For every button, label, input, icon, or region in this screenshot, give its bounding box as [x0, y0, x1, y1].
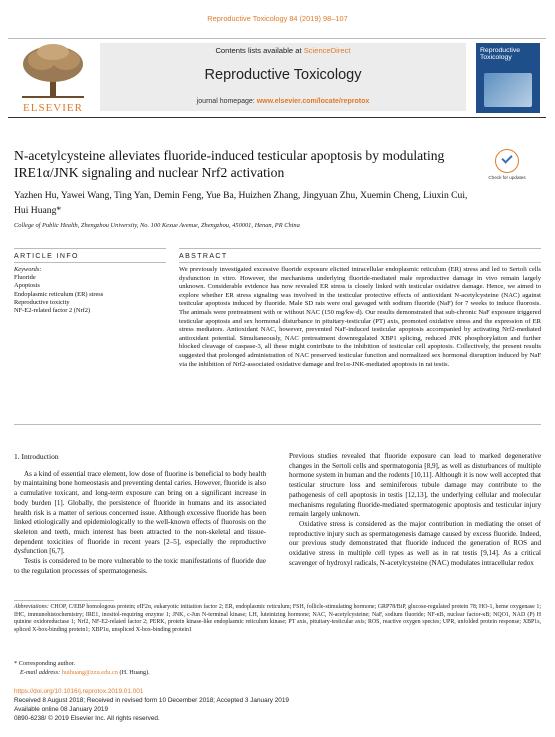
article-title: N-acetylcysteine alleviates fluoride-induced testicular apoptosis by modulating IRE1α/JNK signaling and nuclear Nrf2 activation [14, 148, 445, 180]
keyword-item: Fluoride [14, 274, 36, 282]
received-dates: Received 8 August 2018; Received in revised form 10 December 2018; Accepted 3 January 2019 [14, 697, 289, 704]
cover-title: Reproductive Toxicology [480, 47, 521, 62]
divider [179, 248, 541, 249]
tree-icon [14, 42, 92, 102]
divider [14, 262, 166, 263]
footnote-divider [14, 600, 114, 601]
check-icon [495, 149, 519, 173]
keywords-block [14, 266, 164, 315]
homepage-prefix: journal homepage: [196, 98, 255, 105]
keywords-label: Keywords: [14, 266, 42, 273]
cover-image [484, 73, 532, 107]
check-updates-label: Check for updates [488, 175, 526, 180]
divider [179, 262, 541, 263]
journal-homepage [100, 98, 466, 105]
abstract-heading: ABSTRACT [179, 253, 228, 260]
body-paragraph: Testis is considered to be more vulnerable to the toxic manifestations of fluoride due to the regulation processes of spermatogenesis. [14, 557, 266, 575]
doi-link-line [14, 688, 143, 696]
email-line [20, 669, 150, 677]
keyword-item: Reproductive toxicity [14, 298, 70, 306]
email-label: E-mail address: [20, 669, 61, 676]
body-paragraph: As a kind of essential trace element, low dose of fluorine is beneficial to body health by maintaining bone homeostasis and preventing dental caries. However, fluoride is also a cumulative toxicant, and long-term exposure can bring on a significant increase in body burden [1]. Globally, the persistence of fluoride in humans and its associated health risk is a matter of serious concerned issue. Although excessive fluoride has been linked etiologically and epidemiologically to the well-known effects of fluorosis on the skeleton and teeth, much interest has been attracted to the non-skeletal and tissue-dependent toxicities of fluoride in recent years [2–5], especially the reproductive dysfunction [6,7]. [14, 469, 266, 556]
keyword-item: Apoptosis [14, 282, 40, 290]
elsevier-logo [14, 42, 92, 114]
copyright-notice: 0890-6238/ © 2019 Elsevier Inc. All rights reserved. [14, 715, 160, 722]
sciencedirect-link[interactable]: ScienceDirect [303, 46, 351, 55]
divider [14, 248, 166, 249]
journal-reference[interactable]: Reproductive Toxicology 84 (2019) 98–107 [207, 14, 348, 23]
body-paragraph: Previous studies revealed that fluoride exposure can lead to marked degenerative changes in the Sertoli cells and spermatogonia [8,9], as well as disturbances of multiple hormone system in human and the rodents [10,11]. Although it is now well accepted that testicular structure loss and seminiferous tubule damage may contribute to the pathogenesis of cell apoptosis in testis [12,13], the underlying cellular and molecular mechanisms regulating fluoride-mediated spermatogenic apoptosis and testicular injury remain largely unknown. [289, 452, 541, 519]
abbreviations-footnote [14, 604, 541, 634]
abbreviations-label: Abbreviations: [14, 604, 49, 610]
available-online: Available online 08 January 2019 [14, 706, 109, 713]
email-link[interactable]: huihuang@zzu.edu.cn [61, 669, 118, 676]
abstract-text: We previously investigated excessive fluoride exposure elicited intracellular endoplasmic reticulum (ER) stress and led to Sertoli cells dysfunction in vitro. However, the mechanisms underlying fluoride-mediated male reproductive damage in vivo remain largely unknown. Considerable evidence has now revealed ER stress is closely linked with testicular oxidative damage. Hence, we aimed to explore whether ER stress signaling was involved in the testicular protective effects of antioxidant N-acetylcysteine (NAC) against testicular apoptosis induced by fluoride. Male SD rats were oral gavaged with sodium fluoride (NaF) for 7 weeks to induce fluorosis. The animals were pretreatment with or without NAC (150 mg/kw·d). Our results demonstrated that sub-chronic NaF exposure triggered testicular apoptosis and sex hormonal disturbance in pituitary-testicular (PT) axis, promoted oxidative stress and the expression of ER stress mediators. Antioxidant NAC, however, prevented NaF-induced testicular apoptosis accompanied by activating Nrf2-mediated antioxidant potential. Simultaneously, NAC pretreatment downregulated XBP1 splicing, reduced JNK phosphorylation and further blocked cleavage of caspase-3, all these might contribute to the inhibition of testicular cell apoptosis. Collectively, the present results suggested that prolonged administration of NAC preserved testicular function and normalized sex hormonal disruption induced by NaF via the inhibition of Nrf2-associated oxidative damage and Ire1α-JNK-mediated apoptosis in rat testis. [179, 266, 541, 368]
contents-prefix: Contents lists available at [215, 46, 302, 55]
body-right-column [289, 452, 541, 568]
publisher-name: ELSEVIER [23, 102, 83, 114]
article-info-heading: ARTICLE INFO [14, 253, 79, 260]
divider [14, 424, 541, 425]
keyword-item: Endoplasmic reticulum (ER) stress [14, 290, 104, 298]
journal-masthead [8, 38, 546, 118]
doi-link[interactable]: https://doi.org/10.1016/j.reprotox.2019.01.001 [14, 688, 144, 695]
affiliation: College of Public Health, Zhengzhou University, No. 100 Kexue Avenue, Zhengzhou, 450001, Henan, PR China [14, 222, 300, 229]
body-left-column [14, 452, 266, 576]
homepage-link[interactable]: www.elsevier.com/locate/reprotox [256, 98, 370, 105]
check-for-updates-badge[interactable] [488, 149, 526, 187]
contents-line [100, 46, 466, 55]
journal-info-box [100, 43, 466, 111]
journal-cover[interactable] [476, 43, 540, 113]
body-paragraph: Oxidative stress is considered as the major contribution in mediating the onset of reproductive injury such as spermatogenesis damage caused by excess fluoride. Indeed, our previous study demonstrated that fluoride induced the generation of ROS and oxidative stress in multiple cell types as well as in rat testis [9,14]. As a critical scavenger of hydroxyl radicals, N-acetylcysteine (NAC) modulates intracellular redox [289, 519, 541, 567]
keyword-item: NF-E2-related factor 2 (Nrf2) [14, 307, 91, 315]
journal-title: Reproductive Toxicology [204, 67, 362, 83]
corresponding-author-note: * Corresponding author. [14, 660, 76, 667]
author-list: Yazhen Hu, Yawei Wang, Ting Yan, Demin Feng, Yue Ba, Huizhen Zhang, Jingyuan Zhu, Xuemin Cheng, Liuxin Cui, Hui Huang* [14, 190, 468, 216]
abbreviations-text: CHOP, C/EBP homologous protein; eIF2α, eukaryotic initiation factor 2; ER, endoplasmic reticulum; FSH, follicle-stimulating hormone; GRP78/BiP, glucose-regulated protein 78; HO-1, heme oxygenase 1; IHC, immunohistochemistry; IRE1, inositol-requiring enzyme 1; JNK, c-Jun N-terminal kinase; LH, luteinizing hormone; NAC, N-acetylcysteine; NaF, sodium fluoride; NF-κB, nuclear factor-κB; NQO1, NAD (P) H quinine oxidoreductase 1; Nrf2, NF-E2-related factor 2; PERK, protein kinase-like endoplasmic reticulum kinase; PT axis, pituitary-testicular axis; ROS, reactive oxygen species; UPR, unfolded protein response; XBP1s, spliced X-box-binding protein1; XBP1u, unspliced X-box-binding protein1 [14, 604, 541, 633]
email-suffix: (H. Huang). [119, 669, 150, 676]
section-heading: 1. Introduction [14, 452, 59, 461]
